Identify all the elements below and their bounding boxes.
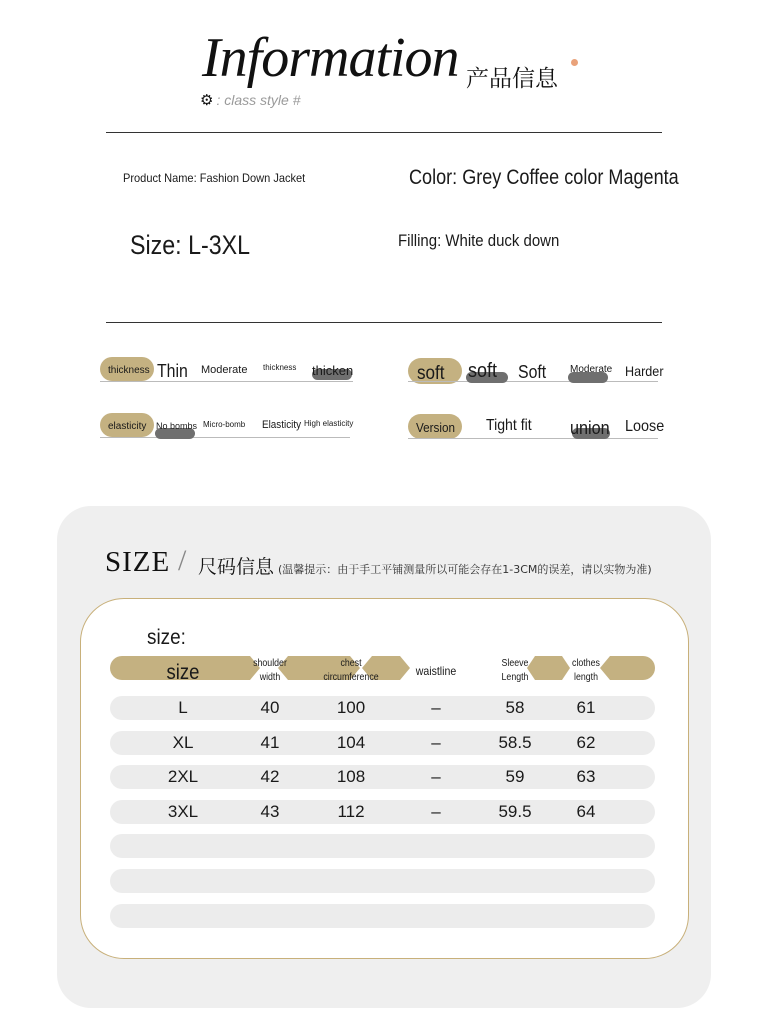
table-cell-shoulder: 41 bbox=[260, 732, 280, 752]
table-cell-sleeve: 59.5 bbox=[498, 801, 532, 821]
table-cell-size: 2XL bbox=[167, 767, 199, 787]
elasticity-option-elasticity: Elasticity bbox=[262, 419, 302, 431]
size-table-header-length: clothes length bbox=[572, 658, 600, 683]
accent-dot bbox=[571, 59, 578, 66]
product-color: Color: Grey Coffee color Magenta bbox=[409, 166, 679, 189]
size-table-header-sleeve: Sleeve Length bbox=[501, 658, 529, 683]
thickness-label: thickness bbox=[108, 365, 150, 376]
table-cell-chest: 104 bbox=[336, 732, 366, 752]
table-cell-size: 3XL bbox=[167, 801, 199, 821]
table-cell-size: L bbox=[178, 698, 188, 717]
table-cell-size: XL bbox=[172, 732, 194, 752]
size-table-header-waist: waistline bbox=[415, 664, 457, 678]
table-cell-chest: 108 bbox=[336, 767, 366, 787]
version-underline bbox=[408, 438, 658, 439]
divider-top bbox=[106, 132, 662, 133]
size-table-header-shoulder: shoulder width bbox=[253, 658, 287, 683]
elasticity-label: elasticity bbox=[108, 421, 147, 432]
table-row bbox=[110, 696, 655, 720]
table-cell-sleeve: 58 bbox=[505, 698, 525, 717]
table-row bbox=[110, 869, 655, 893]
softness-option-harder: Harder bbox=[625, 363, 664, 379]
table-cell-length: 64 bbox=[576, 801, 596, 821]
table-cell-shoulder: 40 bbox=[260, 698, 280, 717]
class-style-caption bbox=[200, 91, 300, 109]
table-cell-chest: 100 bbox=[336, 698, 366, 717]
softness-option-moderate: Moderate bbox=[570, 364, 613, 375]
class-style-text: : class style # bbox=[216, 92, 301, 108]
table-cell-length: 63 bbox=[576, 767, 596, 787]
thickness-option-thickness: thickness bbox=[263, 363, 297, 372]
thickness-option-thicken: thicken bbox=[312, 363, 354, 378]
size-note: (温馨提示：由于手工平铺测量所以可能会存在1-3CM的误差，请以实物为准) bbox=[278, 563, 652, 576]
product-size: Size: L-3XL bbox=[130, 230, 251, 260]
softness-label: soft bbox=[417, 363, 445, 384]
size-table-header-size: size bbox=[166, 661, 200, 684]
divider-middle bbox=[106, 322, 662, 323]
table-cell-shoulder: 43 bbox=[260, 801, 280, 821]
table-cell-length: 61 bbox=[576, 698, 596, 717]
table-cell-waist: – bbox=[431, 698, 441, 717]
elasticity-option-micro-bomb: Micro-bomb bbox=[203, 420, 246, 429]
table-row bbox=[110, 834, 655, 858]
table-cell-waist: – bbox=[431, 767, 441, 787]
thickness-option-moderate: Moderate bbox=[201, 364, 248, 376]
product-name: Product Name: Fashion Down Jacket bbox=[123, 171, 306, 185]
product-filling: Filling: White duck down bbox=[398, 231, 560, 250]
size-title-slash: / bbox=[178, 544, 187, 577]
thickness-underline bbox=[100, 381, 353, 382]
elasticity-underline bbox=[100, 437, 350, 438]
version-label: Version bbox=[416, 420, 456, 435]
info-title-cn: 产品信息 bbox=[466, 66, 558, 92]
version-option-tight-fit: Tight fit bbox=[486, 417, 532, 434]
version-option-loose: Loose bbox=[625, 418, 665, 435]
elasticity-option-no-bombs: No bombs bbox=[156, 421, 198, 431]
version-option-union: union bbox=[570, 418, 610, 438]
table-cell-sleeve: 59 bbox=[505, 767, 525, 787]
thickness-option-thin: Thin bbox=[157, 361, 188, 381]
table-row bbox=[110, 904, 655, 928]
table-cell-sleeve: 58.5 bbox=[498, 732, 532, 752]
table-cell-chest: 112 bbox=[337, 801, 365, 821]
table-cell-waist: – bbox=[431, 732, 441, 752]
table-cell-shoulder: 42 bbox=[260, 767, 280, 787]
softness-option-soft-selected: soft bbox=[468, 360, 498, 382]
elasticity-option-high-elasticity: High elasticity bbox=[304, 419, 354, 428]
size-table-label: size: bbox=[147, 626, 186, 649]
gear-icon: ⚙ bbox=[200, 92, 214, 109]
size-table-header-chest: chest circumference bbox=[323, 658, 379, 683]
table-cell-waist: – bbox=[431, 801, 441, 821]
info-title: Information bbox=[202, 27, 459, 89]
size-title-cn: 尺码信息 bbox=[198, 556, 275, 578]
table-cell-length: 62 bbox=[576, 732, 596, 752]
size-title: SIZE bbox=[105, 546, 171, 578]
softness-option-soft: Soft bbox=[518, 362, 547, 382]
